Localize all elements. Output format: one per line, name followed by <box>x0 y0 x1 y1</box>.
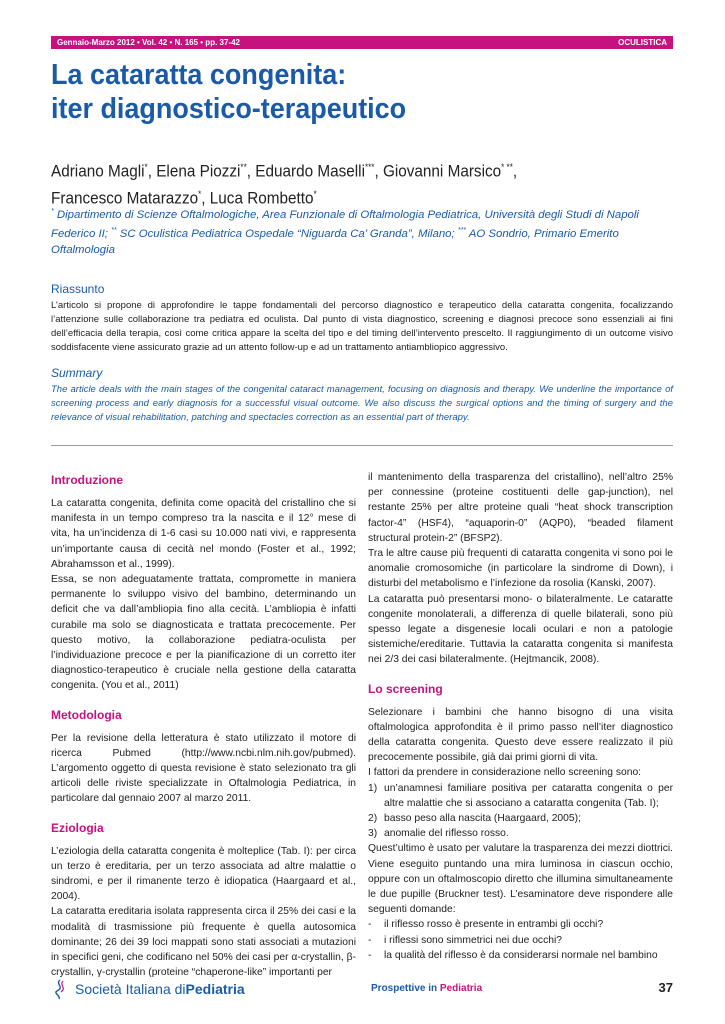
affil-sup: *** <box>457 226 467 234</box>
affil-sup: * <box>51 208 54 215</box>
list-number: 3) <box>368 828 378 840</box>
header-bar <box>51 36 673 49</box>
paragraph: La cataratta ereditaria isolata rappresenta circa il 25% dei casi e la modalità di trasmissione più frequente è quella autosomica dominante; 26 dei 39 loci mappati sono stati associati a mutazioni in specifici geni, che codificano nel 50% dei casi per α-crystallin, β-crystallin, γ-crystallin (proteine “chaperone-like” importanti per <box>51 906 356 979</box>
riassunto-heading: Riassunto <box>51 282 105 296</box>
society-logo-icon <box>51 978 69 1000</box>
journal-name-a: Prospettive in <box>371 983 440 994</box>
author-sep: , <box>147 161 157 181</box>
summary-text: The article deals with the main stages of the congenital cataract management, focusing on diagnosis and therapy. We underline the importance of screening process and early diagnosis for a successful visual outcome. We also discuss the surgical options and the timing of surgery and the relevance of visual rehabilitation, patching and spectacles correction as an essential part of therapy. <box>51 384 673 423</box>
paragraph: I fattori da prendere in considerazione nello screening sono: <box>368 767 642 779</box>
right-column <box>368 470 673 963</box>
list-item <box>368 811 673 826</box>
author-sep: , <box>374 161 383 181</box>
list-bullet: - <box>368 934 372 946</box>
list-item <box>368 917 673 932</box>
author-sep: , <box>512 161 518 181</box>
affil-text: AO Sondrio, Primario Emerito Oftalmologia <box>51 227 619 256</box>
affil-sup: ** <box>111 226 117 234</box>
society-bold: Pediatria <box>185 981 245 997</box>
author: Adriano Magli <box>51 161 145 181</box>
paragraph: Essa, se non adeguatamente trattata, compromette in maniera permanente lo sviluppo visivo del bambino, determinando un deficit che va dall’ambliopia fino alla cecità. L’ambliopia è infatti curabile ma solo se diagnosticata e trattata precocemente. Per questo motivo, la collaborazione pediatra-oculista per l’individuazione precoce e per la pianificazione di un corretto iter diagnostico-terapeutico è cruciale nella gestione della cataratta congenita. (You et al., 2011) <box>51 574 356 692</box>
list-bullet: - <box>368 919 372 931</box>
author: Giovanni Marsico <box>382 161 502 181</box>
author-sep: , <box>201 188 210 208</box>
author: Francesco Matarazzo <box>51 188 199 208</box>
list-text: un’anamnesi familiare positiva per cataratta congenita o per altre malattie che si associano a cataratta congenita (Tab. I); <box>384 782 673 809</box>
list-text: basso peso alla nascita (Haargaard, 2005); <box>384 813 581 825</box>
summary-heading: Summary <box>51 366 103 380</box>
paragraph: Selezionare i bambini che hanno bisogno di una visita oftalmologica approfondita è il primo passo nell’iter diagnostico della cataratta congenita. Questo deve essere realizzato il più precocemente possibile, già dai primi giorni di vita. <box>368 706 673 764</box>
author: Elena Piozzi <box>156 161 241 181</box>
paragraph: Quest’ultimo è usato per valutare la trasparenza dei mezzi diottrici. Viene eseguito puntando una mira luminosa in ciascun occhio, oppure con un oftalmoscopio diretto che illumina simultaneamente le due pupille (Bruckner test). L’esaminatore deve rispondere alle seguenti domande: <box>368 843 673 916</box>
list-item <box>368 948 673 963</box>
affil-text: SC Oculistica Pediatrica Ospedale “Niguarda Ca’ Granda”, Milano; <box>116 227 458 240</box>
divider <box>51 445 673 446</box>
author: Eduardo Maselli <box>255 161 365 181</box>
article-title <box>51 58 628 126</box>
list-text: i riflessi sono simmetrici nei due occhi? <box>384 934 562 946</box>
paragraph: Tra le altre cause più frequenti di cataratta congenita vi sono poi le anomalie cromosomiche (in particolare la sindrome di Down), i disturbi del metabolismo e l’infezione da rosolia (Kanski, 2007). <box>368 548 673 590</box>
paragraph: il mantenimento della trasparenza del cristallino), nell’altro 25% per connessine (proteine costituenti delle gap-junction), nel restante 25% per altre proteine quali “heat shock transcription factor-4” (HSF4), “aquaporin-0” (AQP0), “beaded filament structural protein-2” (BFSP2). <box>368 472 673 544</box>
section-label: OCULISTICA <box>618 38 667 47</box>
issue-info: Gennaio-Marzo 2012 • Vol. 42 • N. 165 • pp. 37-42 <box>57 38 240 47</box>
paragraph: La cataratta può presentarsi mono- o bilateralmente. Le cataratte congenite monolaterali, a differenza di quelle bilaterali, sono più spesso legate a disgenesie locali oculari e non a patologie sistemiche/ereditarie. Tuttavia la cataratta congenita si manifesta nei 2/3 dei casi bilateralmente. (Hejtmancik, 2008). <box>368 593 673 666</box>
riassunto-text: L’articolo si propone di approfondire le tappe fondamentali del percorso diagnostico e terapeutico della cataratta congenita, focalizzando l’attenzione sulle collaborazione tra pediatra ed oculista. Dal punto di vista diagnostico, screening e diagnosi precoce sono essenziali ai fini dell’efficacia della terapia, così come critica appare la scelta del tipo e del timing dell’intervento prescelto. Il raggiungimento di un outcome visivo soddisfacente viene assicurato grazie ad un attento follow-up e ad un trattamento antiambliopico aggressivo. <box>51 300 673 353</box>
list-text: anomalie del riflesso rosso. <box>384 828 509 840</box>
paragraph: L’eziologia della cataratta congenita è molteplice (Tab. I): per circa un terzo è ereditaria, per un terzo associata ad altre malattie o sindromi, e per il rimanente terzo è idiopatica (Haargaard et al., 2004). <box>51 845 356 903</box>
list-number: 1) <box>368 782 378 794</box>
left-column <box>51 472 356 980</box>
section-heading-introduzione: Introduzione <box>51 473 123 487</box>
author-sup: ** <box>240 162 247 172</box>
section-heading-metodologia: Metodologia <box>51 707 122 722</box>
list-number: 2) <box>368 813 378 825</box>
author-sup: * <box>144 162 148 172</box>
list-text: la qualità del riflesso è da considerarsi normale nel bambino <box>384 949 658 961</box>
list-text: il riflesso rosso è presente in entrambi gli occhi? <box>384 919 604 931</box>
paragraph: Per la revisione della letteratura è stato utilizzato il motore di ricerca Pubmed (http://www.ncbi.nlm.nih.gov/pubmed). L’argomento oggetto di questa revisione è stato selezionato tra gli articoli delle riviste specializzate in Oftalmologia Pediatrica, in particolare dal gennaio 2007 al marzo 2011. <box>51 732 356 805</box>
list-item <box>368 933 673 948</box>
author-sup: * <box>313 188 317 199</box>
section-heading-screening: Lo screening <box>368 681 443 696</box>
list-bullet: - <box>368 949 372 961</box>
society-prefix: Società Italiana di <box>75 981 186 997</box>
author-sup: * ** <box>501 162 513 172</box>
author-sup: * <box>198 188 202 199</box>
society-logo <box>51 978 245 1000</box>
section-heading-eziologia: Eziologia <box>51 820 104 835</box>
journal-name <box>371 983 482 994</box>
author-sep: , <box>246 161 256 181</box>
author: Luca Rombetto <box>209 188 314 208</box>
paragraph: La cataratta congenita, definita come opacità del cristallino che si manifesta in un tempo compreso tra la nascita e il 12° mese di vita, ha un’incidenza di 1-6 casi su 10.000 nati vivi, e rappresenta un’importante causa di cecità nel mondo (Foster et al., 1992; Abrahamsson et al., 1999). <box>51 498 356 570</box>
authors <box>51 156 627 209</box>
author-sup: *** <box>364 162 375 172</box>
title-line-2: iter diagnostico-terapeutico <box>51 93 407 125</box>
footer <box>51 978 673 1000</box>
affiliations <box>51 204 673 258</box>
list-item <box>368 781 673 811</box>
page-number: 37 <box>658 980 673 995</box>
journal-name-b: Pediatria <box>439 983 483 994</box>
affil-text: Dipartimento di Scienze Oftalmologiche, Area Funzionale di Oftalmologia Pediatrica, Università degli Studi di Napoli Federico II; <box>51 208 639 240</box>
authors-line-1 <box>51 156 627 183</box>
list-item <box>368 826 673 841</box>
title-line-1: La cataratta congenita: <box>51 59 347 91</box>
